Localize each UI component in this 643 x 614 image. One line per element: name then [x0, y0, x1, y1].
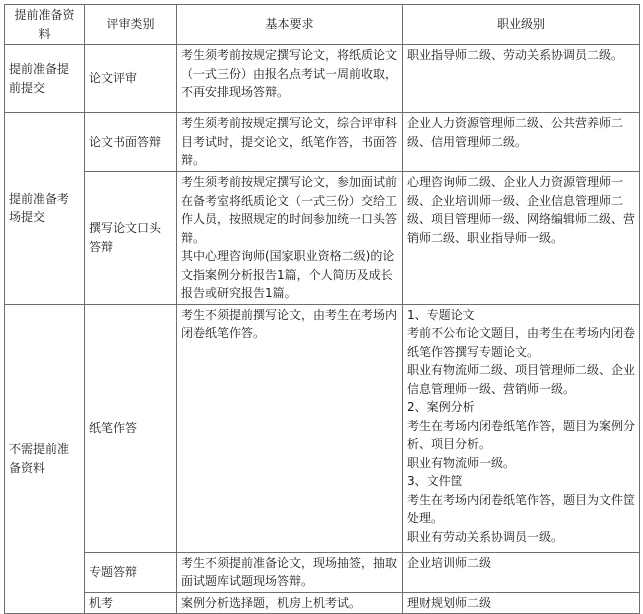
- level-cell: 理财规划师二级: [403, 592, 640, 614]
- requirement-note: 其中心理咨询师(国家职业资格二级)的论文指案例分析报告1篇，个人简历及成长报告或研究报告1篇。: [181, 249, 395, 300]
- requirement-text: 考生须考前按规定撰写论文，参加面试前在备考室将纸质论文（一式三份）交给工作人员，按照规定的时间参加统一口头答辩。: [181, 175, 398, 245]
- type-cell: 专题答辩: [85, 552, 177, 592]
- type-cell: 论文评审: [85, 45, 177, 113]
- type-cell: 纸笔作答: [85, 304, 177, 552]
- level-line: 考前不公布论文题目，由考生在考场内闭卷纸笔作答撰写专题论文。: [407, 326, 636, 359]
- header-row: [5, 5, 640, 45]
- header-requirement: 基本要求: [177, 5, 403, 45]
- type-cell: 论文书面答辩: [85, 113, 177, 172]
- requirement-cell: 考生不须提前撰写论文，由考生在考场内闭卷纸笔作答。: [177, 304, 403, 552]
- requirement-cell: 考生不须提前准备论文，现场抽签，抽取面试题库试题现场答辩。: [177, 552, 403, 592]
- header-level: 职业级别: [403, 5, 640, 45]
- table-row: [5, 304, 640, 552]
- level-line: 职业有物流师一级。: [407, 455, 516, 470]
- table-row: [5, 552, 640, 592]
- requirement-cell: [177, 172, 403, 305]
- level-line: 1、专题论文: [407, 307, 475, 322]
- header-prep: 提前准备资料: [5, 5, 85, 45]
- level-cell: 心理咨询师二级、企业人力资源管理师一级、企业培训师一级、企业信息管理师二级、项目管理师一级、网络编辑师二级、营销师二级、职业指导师一级。: [403, 172, 640, 305]
- requirement-cell: 案例分析选择题，机房上机考试。: [177, 592, 403, 614]
- level-cell: 职业指导师二级、劳动关系协调员二级。: [403, 45, 640, 113]
- requirement-cell: 考生须考前按规定撰写论文，将纸质论文（一式三份）由报名点考试一周前收取，不再安排现场答辩。: [177, 45, 403, 113]
- level-line: 3、文件筐: [407, 474, 463, 488]
- level-line: 职业有劳动关系协调员一级。: [407, 529, 564, 544]
- prep-cell: 提前准备考场提交: [5, 113, 85, 305]
- level-line: 考生在考场内闭卷纸笔作答，题目为文件筐处理。: [407, 492, 636, 525]
- table-row: [5, 172, 640, 305]
- level-line: 2、案例分析: [407, 400, 475, 414]
- prep-cell: 不需提前准备资料: [5, 304, 85, 614]
- level-line: 考生在考场内闭卷纸笔作答，题目为案例分析、项目分析。: [407, 418, 636, 451]
- requirement-cell: 考生须考前按规定撰写论文，综合评审科目考试时，提交论文，纸笔作答，书面答辩。: [177, 113, 403, 172]
- prep-cell: 提前准备提前提交: [5, 45, 85, 113]
- assessment-table: [4, 4, 640, 614]
- level-cell: 企业人力资源管理师二级、公共营养师二级、信用管理师二级。: [403, 113, 640, 172]
- table-row: [5, 45, 640, 113]
- level-cell: 企业培训师二级: [403, 552, 640, 592]
- table-row: [5, 592, 640, 614]
- table-row: [5, 113, 640, 172]
- level-cell: [403, 304, 640, 552]
- header-type: 评审类别: [85, 5, 177, 45]
- level-line: 职业有物流师二级、项目管理师二级、企业信息管理师一级、营销师一级。: [407, 363, 636, 396]
- type-cell: 撰写论文口头答辩: [85, 172, 177, 305]
- type-cell: 机考: [85, 592, 177, 614]
